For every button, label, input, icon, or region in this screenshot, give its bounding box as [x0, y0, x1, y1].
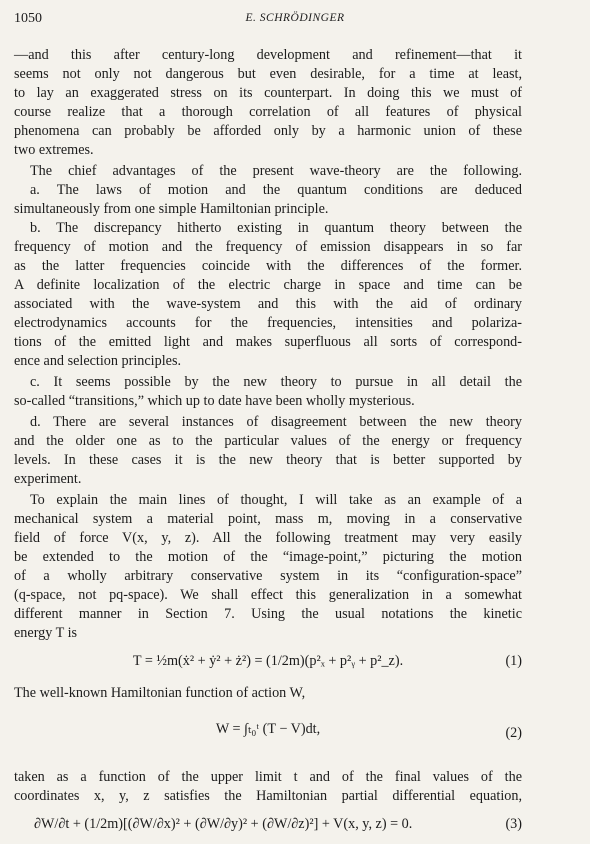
- equation-3: [14, 813, 522, 835]
- equation-2-number: (2): [505, 725, 522, 741]
- page-number: 1050: [14, 11, 42, 26]
- running-title: E. SCHRÖDINGER: [245, 12, 345, 24]
- text-line: —and this after century-long development and refinement—that it: [14, 47, 522, 63]
- text-line: The well-known Hamiltonian function of action W,: [14, 685, 306, 701]
- text-line: taken as a function of the upper limit t and of the final values of the: [14, 769, 522, 785]
- equation-2: [14, 710, 522, 756]
- equation-1-body: T = ½m(ẋ² + ẏ² + ż²) = (1/2m)(p²ₓ + p²ᵧ + p²_z).: [132, 653, 404, 669]
- equation-2-body: W = ∫ₜ₀ᵗ (T − V)dt,: [215, 721, 321, 737]
- text-line: seems not only not dangerous but even desirable, for a time at least,: [14, 66, 522, 82]
- text-line: mechanical system a material point, mass m, moving in a conservative: [14, 511, 522, 527]
- text-line: two extremes.: [14, 142, 94, 158]
- text-line: course realize that a thorough correlation of all features of physical: [14, 104, 522, 120]
- text-line: c. It seems possible by the new theory to pursue in all detail the: [30, 374, 522, 390]
- text-line: as the latter frequencies coincide with the differences of the former.: [14, 258, 522, 274]
- text-line: b. The discrepancy hitherto existing in quantum theory between the: [30, 220, 522, 236]
- page-header: [0, 11, 590, 31]
- text-line: of a wholly arbitrary conservative system in its “configuration-space”: [14, 568, 522, 584]
- text-line: (q-space, not pq-space). We shall effect this generalization in a somewhat: [14, 587, 522, 603]
- text-line: and the older one as to the particular values of the energy or frequency: [14, 433, 522, 449]
- text-line: to lay an exaggerated stress on its counterpart. In doing this we must of: [14, 85, 522, 101]
- text-line: ence and selection principles.: [14, 353, 182, 369]
- equation-1-number: (1): [505, 653, 522, 669]
- text-line: experiment.: [14, 471, 82, 487]
- equation-1: [14, 650, 522, 672]
- text-line: tions of the emitted light and makes superfluous all sorts of correspond-: [14, 334, 522, 350]
- equation-3-number: (3): [505, 816, 522, 832]
- text-line: To explain the main lines of thought, I will take as an example of a: [30, 492, 522, 508]
- text-line: phenomena can probably be afforded only by a harmonic union of these: [14, 123, 522, 139]
- text-line: energy T is: [14, 625, 78, 641]
- text-line: so-called “transitions,” which up to date have been wholly mysterious.: [14, 393, 415, 409]
- text-line: be extended to the motion of the “image-point,” picturing the motion: [14, 549, 522, 565]
- text-line: simultaneously from one simple Hamiltonian principle.: [14, 201, 329, 217]
- text-line: field of force V(x, y, z). All the following treatment may very easily: [14, 530, 522, 546]
- text-line: a. The laws of motion and the quantum conditions are deduced: [30, 182, 522, 198]
- text-line: A definite localization of the electric charge in space and time can be: [14, 277, 522, 293]
- text-line: d. There are several instances of disagreement between the new theory: [30, 414, 522, 430]
- text-line: The chief advantages of the present wave-theory are the following.: [30, 163, 522, 179]
- text-line: levels. In these cases it is the new theory that is better supported by: [14, 452, 522, 468]
- text-line: coordinates x, y, z satisfies the Hamiltonian partial differential equation,: [14, 788, 522, 804]
- text-line: associated with the wave-system and this with the aid of ordinary: [14, 296, 522, 312]
- text-line: electrodynamics accounts for the frequencies, intensities and polariza-: [14, 315, 522, 331]
- equation-3-body: ∂W/∂t + (1/2m)[(∂W/∂x)² + (∂W/∂y)² + (∂W/∂z)²] + V(x, y, z) = 0.: [34, 816, 413, 832]
- text-line: frequency of motion and the frequency of emission disappears in so far: [14, 239, 522, 255]
- text-line: different manner in Section 7. Using the usual notations the kinetic: [14, 606, 522, 622]
